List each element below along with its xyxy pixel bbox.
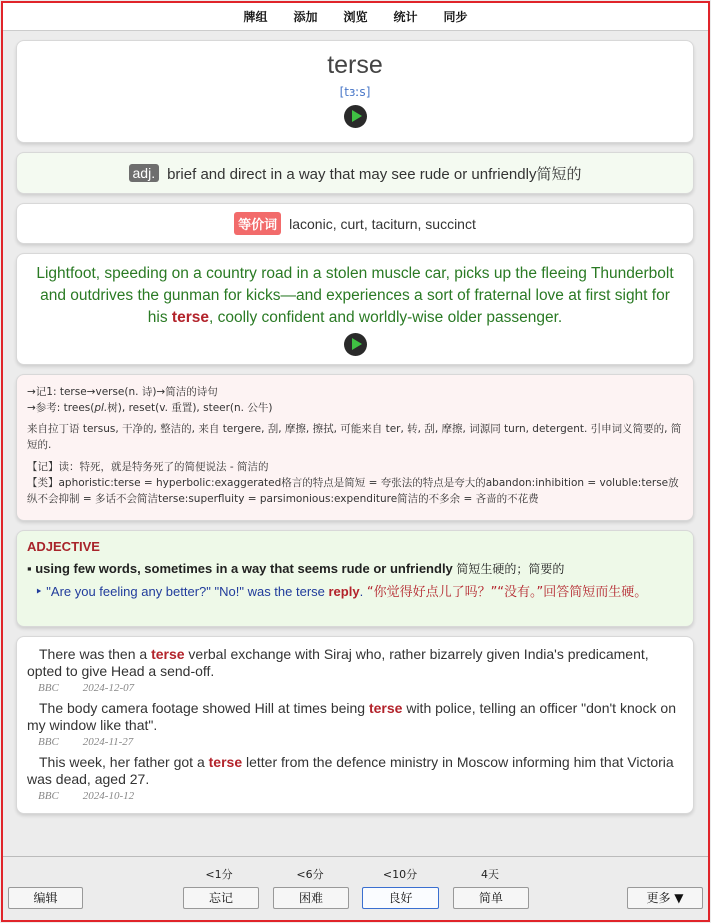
news-item xyxy=(27,646,683,680)
nav-decks[interactable]: 牌组 xyxy=(243,10,268,24)
synonyms-badge: 等价词 xyxy=(234,212,281,235)
news-meta xyxy=(27,682,683,694)
definition-card xyxy=(16,152,694,194)
example-sentence xyxy=(29,263,681,329)
easy-button[interactable]: 简单 xyxy=(453,887,529,909)
news-before: The body camera footage showed Hill at times being xyxy=(39,700,369,716)
news-after: verbal exchange with Siraj who, rather bizarrely given India's predicament, opted to give Head a send-off. xyxy=(27,646,649,679)
news-source: BBC xyxy=(38,682,59,694)
nav-add[interactable]: 添加 xyxy=(293,10,318,24)
word-card xyxy=(16,40,694,143)
news-date: 2024-11-27 xyxy=(82,736,134,748)
sense: ▪ using few words, sometimes in a way that seems rude or unfriendly 简短生硬的；简要的 xyxy=(27,561,565,576)
edit-button[interactable]: 编辑 xyxy=(8,887,83,909)
again-timing: <1分 xyxy=(205,868,233,881)
example-card xyxy=(16,253,694,365)
example-after: , coolly confident and worldly-wise older passenger. xyxy=(208,309,563,326)
nav-browse[interactable]: 浏览 xyxy=(343,10,368,24)
pos-badge: adj. xyxy=(129,164,160,182)
news-source: BBC xyxy=(38,790,59,802)
news-highlight: terse xyxy=(208,754,243,770)
mnemonic-line2-b: 树), reset(v. 重置), steer(n. 公牛) xyxy=(107,402,273,414)
definition-text: brief and direct in a way that may see rude or unfriendly简短的 xyxy=(167,165,582,183)
card-content xyxy=(16,40,694,823)
top-navigation xyxy=(3,3,708,31)
news-item xyxy=(27,754,683,788)
bottom-bar xyxy=(3,856,708,920)
dict-example-after: . xyxy=(359,584,364,599)
play-icon[interactable] xyxy=(344,333,367,356)
dict-example-highlight: reply xyxy=(328,584,360,599)
hard-timing: <6分 xyxy=(296,868,324,881)
news-before: This week, her father got a xyxy=(39,754,209,770)
mnemonic-card xyxy=(16,374,694,521)
synonyms-text: laconic, curt, taciturn, succinct xyxy=(289,215,476,232)
sense-en: using few words, sometimes in a way that seems rude or unfriendly xyxy=(35,561,453,576)
news-after: letter from the defence ministry in Moscow informing him that Victoria was dead, aged 27. xyxy=(27,754,674,787)
play-icon[interactable] xyxy=(344,105,367,128)
news-meta xyxy=(27,790,683,802)
mnemonic-line2-a: →参考: trees( xyxy=(27,402,95,414)
good-button[interactable]: 良好 xyxy=(362,887,439,909)
more-button[interactable]: 更多 ▼ xyxy=(627,887,703,909)
dictionary-card xyxy=(16,530,694,627)
news-highlight: terse xyxy=(151,646,185,662)
example-before: Lightfoot, speeding on a country road in a stolen muscle car, picks up the fleeing Thunderbolt and outdrives the gunman for kicks—and experiences a sort of fraternal love at first sight for his xyxy=(36,265,674,326)
mnemonic-line2 xyxy=(27,400,683,416)
good-timing: <10分 xyxy=(382,868,418,881)
mnemonic-line1: →记1: terse→verse(n. 诗)→简洁的诗句 xyxy=(27,386,218,398)
synonyms-card xyxy=(16,203,694,244)
phonetic: [tɜːs] xyxy=(339,85,371,99)
example-highlight: terse xyxy=(171,309,209,326)
headword: terse xyxy=(327,51,383,79)
memo-2: 【类】aphoristic:terse = hyperbolic:exaggerated格言的特点是简短 = 夸张法的特点是夸大的abandon:inhibition = voluble:terse放纵不会抑制 = 多话不会简洁terse:superfluity = parsimonious:expenditure简洁的不多余 = 吝啬的不花费 xyxy=(27,477,679,505)
news-after: with police, telling an officer "don't knock on my window like that". xyxy=(27,700,676,733)
news-date: 2024-10-12 xyxy=(82,790,135,802)
news-source: BBC xyxy=(38,736,59,748)
news-meta xyxy=(27,736,683,748)
nav-sync[interactable]: 同步 xyxy=(443,10,468,24)
news-before: There was then a xyxy=(39,646,152,662)
etymology: 来自拉丁语 tersus, 干净的, 整洁的, 来自 tergere, 刮, 摩擦, 擦拭, 可能来自 ter, 转, 刮, 摩擦, 词源同 turn, detergent. 引申词义简要的, 简短的. xyxy=(27,423,682,451)
hard-button[interactable]: 困难 xyxy=(273,887,349,909)
nav-stats[interactable]: 统计 xyxy=(393,10,418,24)
news-date: 2024-12-07 xyxy=(82,682,135,694)
easy-timing: 4天 xyxy=(481,868,499,881)
dict-example-zh: “你觉得好点儿了吗？”“没有。”回答简短而生硬。 xyxy=(366,585,648,600)
pos-heading: ADJECTIVE xyxy=(27,539,100,554)
dict-example-before: "Are you feeling any better?" "No!" was the terse xyxy=(46,584,329,599)
memo-1: 【记】读：特死，就是特务死了的简便说法 - 简洁的 xyxy=(27,461,269,473)
news-item xyxy=(27,700,683,734)
news-highlight: terse xyxy=(368,700,403,716)
dictionary-example: ‣ "Are you feeling any better?" "No!" was the terse reply. “你觉得好点儿了吗？”“没有。”回答简短而生硬。 xyxy=(35,584,648,600)
again-button[interactable]: 忘记 xyxy=(183,887,259,909)
news-card xyxy=(16,636,694,814)
sense-zh: 简短生硬的；简要的 xyxy=(456,562,565,576)
mnemonic-line2-pl: pl. xyxy=(94,402,108,414)
